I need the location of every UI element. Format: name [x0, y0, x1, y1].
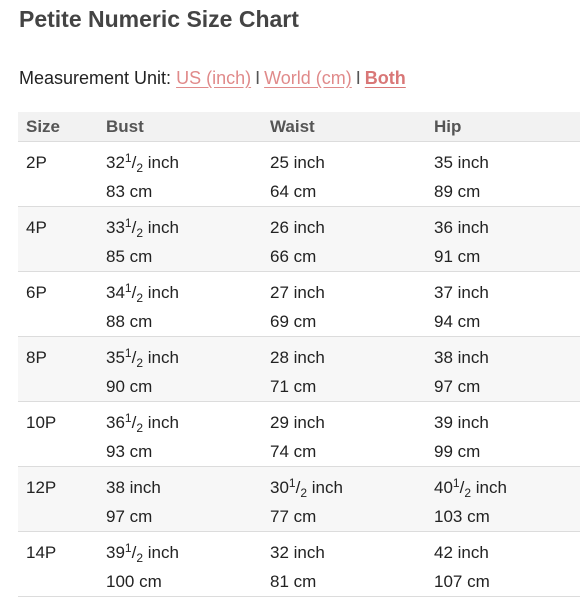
hip-inch-whole: 37 inch	[434, 283, 489, 302]
waist-cell	[262, 402, 426, 467]
waist-cm-value: 81 cm	[270, 572, 317, 591]
table-row	[18, 467, 580, 532]
unit-both-link[interactable]: Both	[364, 68, 406, 88]
waist-cell	[262, 337, 426, 402]
waist-inch-whole: 32 inch	[270, 543, 325, 562]
waist-inch-value	[270, 343, 426, 372]
measurement-unit-selector	[19, 68, 406, 89]
waist-fraction-denominator: 2	[300, 486, 308, 500]
waist-inch-whole: 25 inch	[270, 153, 325, 172]
waist-inch-whole: 28 inch	[270, 348, 325, 367]
hip-cm-value: 94 cm	[434, 312, 481, 331]
hip-fraction-denominator: 2	[464, 486, 472, 500]
bust-fraction-slash: /	[131, 413, 137, 432]
table-row	[18, 142, 580, 207]
bust-fraction-denominator: 2	[136, 551, 144, 565]
waist-inch-whole: 29 inch	[270, 413, 325, 432]
hip-inch-value	[434, 408, 580, 437]
hip-fraction-slash: /	[459, 478, 465, 497]
bust-fraction-slash: /	[131, 543, 137, 562]
bust-fraction-numerator: 1	[124, 151, 132, 165]
waist-inch-value	[270, 278, 426, 307]
bust-inch-unit: inch	[147, 218, 179, 237]
size-label: 6P	[26, 283, 47, 302]
waist-cm-value: 74 cm	[270, 442, 317, 461]
bust-fraction-denominator: 2	[136, 291, 144, 305]
bust-inch-unit: inch	[147, 543, 179, 562]
hip-inch-whole: 36 inch	[434, 218, 489, 237]
table-row	[18, 272, 580, 337]
hip-cm-value: 97 cm	[434, 377, 481, 396]
bust-inch-value	[106, 213, 262, 242]
size-label: 4P	[26, 218, 47, 237]
bust-fraction-numerator: 1	[124, 346, 132, 360]
size-cell	[18, 467, 98, 532]
bust-fraction-denominator: 2	[136, 421, 144, 435]
waist-cm-value: 71 cm	[270, 377, 317, 396]
bust-fraction-denominator: 2	[136, 226, 144, 240]
size-label: 14P	[26, 543, 57, 562]
hip-inch-value	[434, 538, 580, 567]
size-cell	[18, 142, 98, 207]
bust-inch-whole: 34	[106, 283, 125, 302]
hip-cm-value: 91 cm	[434, 247, 481, 266]
hip-cm-value: 107 cm	[434, 572, 490, 591]
size-cell	[18, 402, 98, 467]
hip-inch-value	[434, 148, 580, 177]
bust-fraction-numerator: 1	[124, 541, 132, 555]
bust-fraction-numerator: 1	[124, 216, 132, 230]
bust-cell	[98, 532, 262, 597]
bust-inch-whole: 33	[106, 218, 125, 237]
bust-inch-whole: 39	[106, 543, 125, 562]
waist-cm-value: 77 cm	[270, 507, 317, 526]
bust-cm-value: 88 cm	[106, 312, 153, 331]
unit-us-inch-link[interactable]: US (inch)	[176, 68, 252, 88]
hip-inch-whole: 35 inch	[434, 153, 489, 172]
bust-inch-unit: inch	[147, 153, 179, 172]
hip-inch-value	[434, 343, 580, 372]
bust-inch-value	[106, 408, 262, 437]
waist-cm-value: 69 cm	[270, 312, 317, 331]
size-label: 12P	[26, 478, 57, 497]
waist-cell	[262, 142, 426, 207]
measurement-unit-label: Measurement Unit:	[19, 68, 172, 88]
bust-fraction-denominator: 2	[136, 356, 144, 370]
hip-cm-value: 99 cm	[434, 442, 481, 461]
hip-cell	[426, 207, 580, 272]
bust-cm-value: 85 cm	[106, 247, 153, 266]
bust-inch-unit: inch	[147, 348, 179, 367]
size-label: 10P	[26, 413, 57, 432]
hip-cell	[426, 142, 580, 207]
hip-inch-whole: 39 inch	[434, 413, 489, 432]
bust-fraction-numerator: 1	[124, 281, 132, 295]
waist-inch-whole: 26 inch	[270, 218, 325, 237]
size-cell	[18, 337, 98, 402]
hip-inch-whole: 40	[434, 478, 453, 497]
bust-fraction-slash: /	[131, 218, 137, 237]
bust-cell	[98, 467, 262, 532]
bust-inch-whole: 35	[106, 348, 125, 367]
bust-inch-unit: inch	[147, 413, 179, 432]
size-label: 8P	[26, 348, 47, 367]
waist-inch-unit: inch	[311, 478, 343, 497]
hip-cell	[426, 272, 580, 337]
table-row	[18, 532, 580, 597]
table-header-row	[18, 112, 580, 142]
bust-inch-unit: inch	[147, 283, 179, 302]
size-label: 2P	[26, 153, 47, 172]
waist-cell	[262, 532, 426, 597]
hip-cell	[426, 467, 580, 532]
bust-cm-value: 93 cm	[106, 442, 153, 461]
bust-inch-whole: 38 inch	[106, 478, 161, 497]
hip-inch-value	[434, 213, 580, 242]
header-bust: Bust	[98, 112, 262, 142]
hip-inch-value	[434, 473, 580, 502]
waist-fraction-numerator: 1	[288, 476, 296, 490]
table-row	[18, 207, 580, 272]
bust-inch-value	[106, 278, 262, 307]
waist-inch-whole: 27 inch	[270, 283, 325, 302]
size-cell	[18, 207, 98, 272]
waist-fraction-slash: /	[295, 478, 301, 497]
size-cell	[18, 272, 98, 337]
unit-world-cm-link[interactable]: World (cm)	[264, 68, 352, 88]
bust-inch-value	[106, 148, 262, 177]
hip-fraction-numerator: 1	[452, 476, 460, 490]
unit-separator: I	[355, 68, 361, 88]
table-row	[18, 337, 580, 402]
bust-fraction-slash: /	[131, 283, 137, 302]
hip-cm-value: 89 cm	[434, 182, 481, 201]
waist-cell	[262, 467, 426, 532]
bust-inch-value	[106, 473, 262, 502]
bust-inch-whole: 32	[106, 153, 125, 172]
waist-inch-value	[270, 213, 426, 242]
bust-fraction-numerator: 1	[124, 411, 132, 425]
waist-cm-value: 66 cm	[270, 247, 317, 266]
page-title: Petite Numeric Size Chart	[19, 6, 299, 32]
size-cell	[18, 532, 98, 597]
waist-cell	[262, 207, 426, 272]
bust-inch-value	[106, 538, 262, 567]
bust-cm-value: 97 cm	[106, 507, 153, 526]
hip-cell	[426, 532, 580, 597]
bust-fraction-slash: /	[131, 153, 137, 172]
bust-cm-value: 90 cm	[106, 377, 153, 396]
waist-cm-value: 64 cm	[270, 182, 317, 201]
header-size: Size	[18, 112, 98, 142]
bust-cell	[98, 337, 262, 402]
table-row	[18, 402, 580, 467]
unit-separator: I	[255, 68, 261, 88]
hip-cell	[426, 337, 580, 402]
header-hip: Hip	[426, 112, 580, 142]
waist-inch-value	[270, 473, 426, 502]
hip-inch-whole: 38 inch	[434, 348, 489, 367]
bust-cell	[98, 402, 262, 467]
bust-cm-value: 100 cm	[106, 572, 162, 591]
bust-cell	[98, 142, 262, 207]
hip-cm-value: 103 cm	[434, 507, 490, 526]
hip-inch-value	[434, 278, 580, 307]
waist-inch-value	[270, 538, 426, 567]
waist-cell	[262, 272, 426, 337]
waist-inch-value	[270, 148, 426, 177]
bust-cell	[98, 272, 262, 337]
header-waist: Waist	[262, 112, 426, 142]
bust-fraction-denominator: 2	[136, 161, 144, 175]
bust-inch-whole: 36	[106, 413, 125, 432]
bust-cm-value: 83 cm	[106, 182, 153, 201]
bust-fraction-slash: /	[131, 348, 137, 367]
bust-inch-value	[106, 343, 262, 372]
hip-inch-whole: 42 inch	[434, 543, 489, 562]
bust-cell	[98, 207, 262, 272]
hip-cell	[426, 402, 580, 467]
size-chart-table	[18, 112, 580, 597]
hip-inch-unit: inch	[475, 478, 507, 497]
waist-inch-value	[270, 408, 426, 437]
table-body	[18, 142, 580, 597]
waist-inch-whole: 30	[270, 478, 289, 497]
